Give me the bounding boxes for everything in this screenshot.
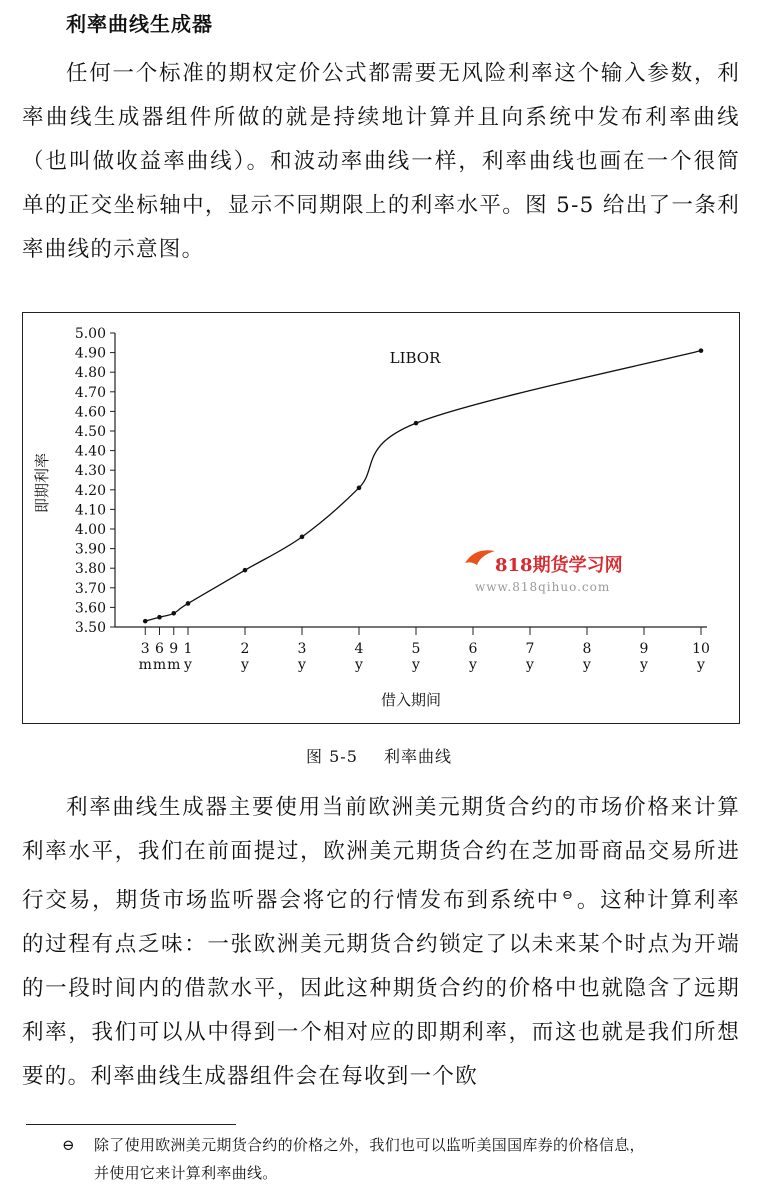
footnote-divider	[26, 1124, 236, 1125]
y-tick-label: 4.70	[74, 384, 106, 401]
x-tick-unit: y	[184, 657, 192, 673]
x-tick-unit: y	[697, 657, 705, 673]
data-point	[414, 421, 419, 426]
y-axis-label: 即期利率	[33, 452, 51, 514]
section-heading: 利率曲线生成器	[66, 12, 213, 36]
y-tick-label: 3.80	[74, 561, 106, 578]
footnote-line-2: 并使用它来计算利率曲线。	[94, 1164, 278, 1182]
watermark-url: www.818qihuo.com	[475, 580, 611, 594]
y-tick-label: 3.70	[74, 580, 106, 597]
x-tick-number: 9	[639, 641, 649, 657]
figure-number: 图 5-5	[306, 747, 358, 766]
interest-rate-chart	[23, 313, 738, 722]
y-tick-label: 3.60	[74, 600, 106, 617]
x-tick-number: 6	[468, 641, 478, 657]
y-tick-label: 4.30	[74, 463, 106, 480]
x-tick-number: 4	[354, 641, 364, 657]
intro-paragraph: 任何一个标准的期权定价公式都需要无风险利率这个输入参数，利率曲线生成器组件所做的就是持续地计算并且向系统中发布利率曲线（也叫做收益率曲线）。和波动率曲线一样，利率曲线也画在一个很简单的正交坐标轴中，显示不同期限上的利率水平。图 5-5 给出了一条利率曲线的示意图。	[22, 61, 740, 262]
y-tick-label: 4.50	[74, 424, 106, 440]
x-tick-unit: y	[583, 657, 591, 673]
x-tick-unit: y	[241, 657, 249, 673]
x-tick-unit: m	[152, 657, 167, 673]
data-point	[171, 611, 176, 616]
x-tick-unit: y	[298, 657, 306, 673]
figure-caption	[0, 744, 758, 767]
x-tick-number: 6	[155, 641, 164, 657]
series-label: LIBOR	[389, 349, 441, 367]
x-tick-unit: y	[355, 657, 363, 673]
x-tick-unit: m	[167, 657, 181, 673]
figure-title: 利率曲线	[383, 747, 452, 766]
watermark-title: 818期货学习网	[495, 555, 623, 576]
data-point	[186, 601, 191, 606]
data-point	[357, 486, 362, 491]
y-tick-label: 4.90	[74, 345, 106, 362]
y-tick-label: 4.20	[74, 482, 106, 499]
x-tick-unit: y	[640, 657, 648, 673]
y-tick-label: 4.80	[74, 365, 106, 382]
y-tick-label: 4.60	[74, 404, 106, 421]
body-paragraph	[22, 786, 740, 1099]
footnote-reference[interactable]: ⊖	[562, 888, 575, 903]
logo-flame-icon	[465, 550, 495, 565]
x-tick-unit: m	[138, 657, 152, 673]
y-tick-label: 4.10	[74, 502, 106, 519]
x-tick-number: 9	[169, 641, 179, 657]
x-tick-number: 5	[411, 641, 421, 657]
y-tick-label: 5.00	[74, 326, 106, 342]
y-tick-label: 4.40	[74, 443, 106, 460]
x-axis-label: 借入期间	[380, 691, 442, 709]
x-tick-number: 10	[692, 641, 710, 657]
footnote-line-1: 除了使用欧洲美元期货合约的价格之外，我们也可以监听美国国库券的价格信息，	[94, 1136, 645, 1154]
body-paragraph-part-2: 。这种计算利率的过程有点乏味：一张欧洲美元期货合约锁定了以未来某个时点为开端的一段时间内的借款水平，因此这种期货合约的价格中也就隐含了远期利率，我们可以从中得到一个相对应的即期利率，而这也就是我们所想要的。利率曲线生成器组件会在每收到一个欧	[22, 888, 740, 1089]
x-tick-number: 7	[525, 641, 535, 657]
x-tick-number: 3	[297, 641, 307, 657]
x-tick-number: 1	[183, 641, 193, 657]
y-tick-label: 3.90	[74, 541, 106, 558]
x-tick-unit: y	[526, 657, 534, 673]
y-tick-label: 3.50	[74, 620, 106, 636]
data-point	[157, 615, 162, 620]
x-tick-unit: y	[469, 657, 477, 673]
data-point	[300, 535, 305, 540]
footnote-mark: ⊖	[62, 1136, 75, 1154]
data-point	[243, 568, 248, 573]
libor-curve	[145, 351, 701, 621]
figure-frame	[22, 312, 740, 724]
x-tick-number: 2	[240, 641, 250, 657]
x-tick-number: 3	[140, 641, 150, 657]
y-tick-label: 4.00	[74, 522, 106, 538]
data-point	[143, 619, 148, 624]
data-point	[699, 348, 704, 353]
x-tick-number: 8	[582, 641, 592, 657]
x-tick-unit: y	[412, 657, 420, 673]
body-paragraph-part-1: 利率曲线生成器主要使用当前欧洲美元期货合约的市场价格来计算利率水平，我们在前面提过，欧洲美元期货合约在芝加哥商品交易所进行交易，期货市场监听器会将它的行情发布到系统中	[22, 795, 740, 913]
